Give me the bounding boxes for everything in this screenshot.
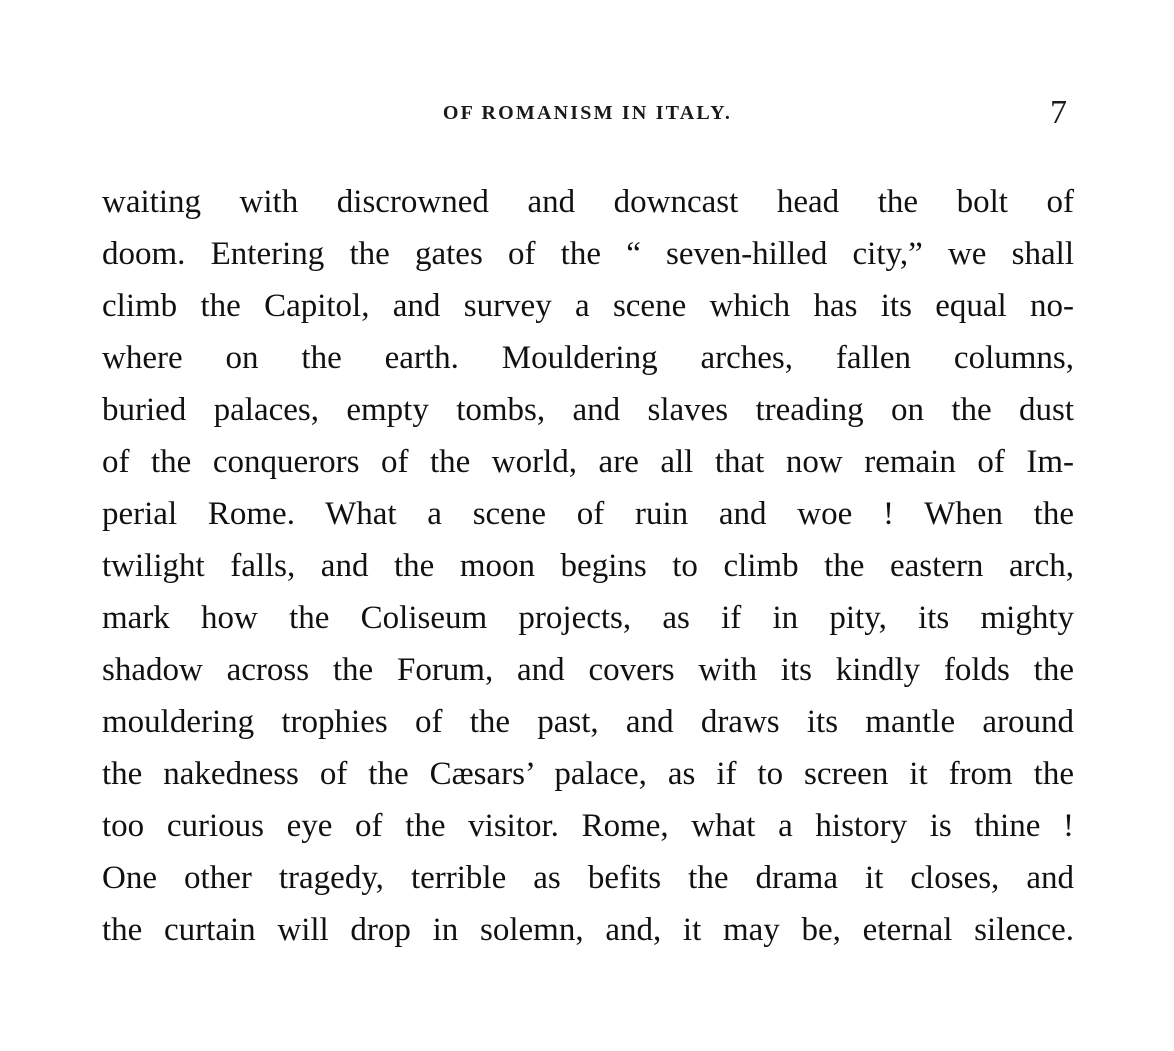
text-line: climb the Capitol, and survey a scene which has its equal no- [102, 288, 1074, 324]
text-line: waiting with discrowned and downcast head the bolt of [102, 184, 1074, 220]
text-line: the nakedness of the Cæsars’ palace, as if to screen it from the [102, 756, 1074, 792]
running-head [100, 96, 1075, 136]
body-paragraph [102, 176, 1074, 956]
text-line: where on the earth. Mouldering arches, fallen columns, [102, 340, 1074, 376]
page-number: 7 [1050, 94, 1067, 131]
text-line: the curtain will drop in solemn, and, it may be, eternal silence. [102, 912, 1074, 948]
text-line: shadow across the Forum, and covers with its kindly folds the [102, 652, 1074, 688]
text-line: twilight falls, and the moon begins to climb the eastern arch, [102, 548, 1074, 584]
text-line: of the conquerors of the world, are all that now remain of Im- [102, 444, 1074, 480]
text-line: too curious eye of the visitor. Rome, what a history is thine ! [102, 808, 1074, 844]
text-line: mark how the Coliseum projects, as if in pity, its mighty [102, 600, 1074, 636]
text-line: buried palaces, empty tombs, and slaves treading on the dust [102, 392, 1074, 428]
text-line: One other tragedy, terrible as befits the drama it closes, and [102, 860, 1074, 896]
text-line: doom. Entering the gates of the “ seven-hilled city,” we shall [102, 236, 1074, 272]
text-line: perial Rome. What a scene of ruin and woe ! When the [102, 496, 1074, 532]
running-title: OF ROMANISM IN ITALY. [442, 102, 733, 124]
text-line: mouldering trophies of the past, and draws its mantle around [102, 704, 1074, 740]
